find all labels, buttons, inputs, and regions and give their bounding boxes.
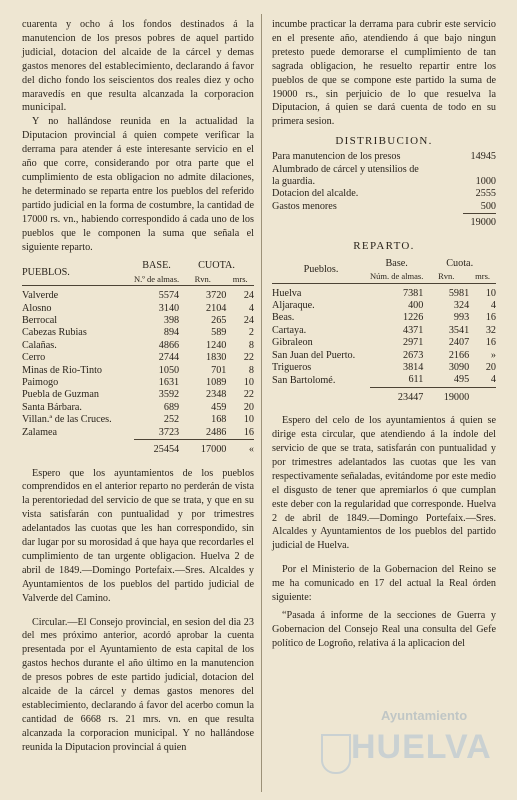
distribucion-label: Alumbrado de cárcel y utensilios de <box>272 163 419 175</box>
cell-mrs: 4 <box>490 374 496 386</box>
cell-base: 1631 <box>158 377 180 389</box>
left-paragraph-3: Espero que los ayuntamientos de los pueblos comprendidos en el anterior reparto no perderán de vista la perentoriedad del servicio de que se trata, y que en su vista satisfarán con puntualidad y por trimestres adelantados las cuotas que les han correspondido, sin dar lugar por su morosidad á que haya que recordarles el cumplimiento de tan urgente obligacion. Huelva 2 de abril de 1849.—Domingo Portefaix.—Sres. Alcaldes y Ayuntamientos de los pueblos del partido judicial de Valverde del Camino. <box>22 467 254 604</box>
cell-base: 611 <box>408 374 424 386</box>
cell-base: 3723 <box>158 426 180 438</box>
distribucion-row <box>272 201 496 214</box>
distribucion-total: 19000 <box>463 214 496 230</box>
cell-rvn: 265 <box>211 315 227 327</box>
left-total-mrs: « <box>226 440 254 457</box>
rtable-sub-mrs: mrs. <box>475 271 491 282</box>
cell-mrs: 4 <box>490 299 496 311</box>
cell-rvn: 1830 <box>206 352 227 364</box>
cell-rvn: 701 <box>211 364 227 376</box>
table-row <box>22 303 254 315</box>
cell-mrs: 8 <box>248 364 254 376</box>
cell-base: 3140 <box>158 302 180 314</box>
right-paragraph-2: Espero del celo de los ayuntamientos á quien se dirige esta circular, que atendiendo á la índole del servicio de que se trata, satisfarán con puntualidad y por trimestres adelantados las cuotas que les van respectivamente señaladas, evitándome por este medio el disgusto de tener que apremiarlos ó que cumplan este deber con la regularidad que corresponde. Huelva 2 de abril de 1849.—Domingo Portefaix.—Sres. Alcaldes y Ayuntamientos de los pueblos del partido judicial de Huelva. <box>272 415 496 552</box>
cell-base: 2971 <box>402 337 424 349</box>
right-paragraph-1: incumbe practicar la derrama para cubrir este servicio en el presente año, atendiendo á que bajo ningun pretesto puede demorarse el cumplimiento de tan sagrada obligacion, he resuelto repartir entre los pueblos de que se compone este partido la suma de 19000 rs., sin perjuicio de lo que resuelva la Diputacion, á quien se dará cuenta de todo en su primera sesion. <box>272 19 496 128</box>
rtable-head-cuota: Cuota. <box>446 257 474 269</box>
table-row <box>22 290 254 302</box>
cell-mrs: » <box>490 349 496 361</box>
table-row <box>272 337 496 349</box>
cell-pueblo: Puebla de Guzman <box>22 389 99 401</box>
cell-base: 1226 <box>402 312 424 324</box>
left-total-rvn: 17000 <box>179 440 226 457</box>
cell-rvn: 2486 <box>206 426 227 438</box>
shield-icon <box>321 734 351 774</box>
cell-rvn: 5981 <box>448 287 470 299</box>
cell-mrs: 16 <box>485 312 496 324</box>
cell-rvn: 3720 <box>206 290 227 302</box>
cell-rvn: 993 <box>453 312 470 324</box>
distribucion-row <box>272 176 496 188</box>
cell-pueblo: Berrocal <box>22 315 58 327</box>
cell-pueblo: Valverde <box>22 290 59 302</box>
distribucion-heading: DISTRIBUCION. <box>335 135 433 148</box>
table-row <box>272 312 496 324</box>
table-head-cuota: CUOTA. <box>198 260 235 272</box>
left-paragraph-2: Y no hallándose reunida en la actualidad la Diputacion provincial á quien compete verificar la derrama para atender á este interesante servicio en el año que corre, considerando por otra parte que el cumplimiento de esta obligacion no admite dilaciones, he determinado se reparta entre los pueblos del referido partido judicial en la forma de costumbre, la cantidad de 17000 rs. vn., habiendo correspondido á cada uno de los pueblos que le componen la suma que señala el siguiente reparto. <box>22 116 254 253</box>
cell-pueblo: San Bartolomé. <box>272 374 336 386</box>
cell-base: 1050 <box>158 364 180 376</box>
cell-pueblo: Huelva <box>272 287 302 299</box>
left-paragraph-4: Circular.—El Consejo provincial, en sesion del dia 23 del mes próximo anterior, acordó aprobar la cuenta presentada por el Ayuntamiento de esta capital de los gastos hechos durante el año último en la manutencion de presos pobres de este partido judicial, dotacion del alcaide de la cárcel y demas gastos menores del establecimiento, declarando á favor del acerbo comun la cantidad de 6668 rs. 21 mrs. vn. en que resulta alcanzada la corporacion municipal. Y no hallándose reunida la Diputacion provincial á quien <box>22 616 254 753</box>
table-sub-mrs: mrs. <box>232 273 248 284</box>
distribucion-label: Dotacion del alcalde. <box>272 188 359 200</box>
distribucion-row <box>272 151 496 163</box>
cell-rvn: 3541 <box>448 324 470 336</box>
right-total-base: 23447 <box>370 387 423 404</box>
cell-mrs: 10 <box>243 414 254 426</box>
cell-base: 689 <box>163 401 180 413</box>
cell-rvn: 2348 <box>206 389 227 401</box>
cell-mrs: 10 <box>243 377 254 389</box>
cell-base: 252 <box>163 414 180 426</box>
table-row <box>22 365 254 377</box>
huelva-watermark <box>317 704 497 784</box>
table-row <box>22 377 254 389</box>
cell-mrs: 10 <box>485 287 496 299</box>
right-paragraph-4: “Pasada á informe de la secciones de Guerra y Gobernacion del Consejo Real una consulta del Gefe político de Logroño, relativa á la aplicacion del <box>272 609 496 649</box>
cell-pueblo: Calañas. <box>22 339 57 351</box>
cell-rvn: 2104 <box>206 302 227 314</box>
cell-pueblo: Alosno <box>22 302 52 314</box>
cell-base: 2673 <box>402 349 424 361</box>
cell-mrs: 22 <box>243 352 254 364</box>
cell-rvn: 168 <box>211 414 227 426</box>
table-row <box>22 340 254 352</box>
cell-base: 3592 <box>158 389 180 401</box>
cell-mrs: 16 <box>243 426 254 438</box>
table-row <box>22 327 254 339</box>
left-column <box>22 18 254 755</box>
rtable-head-base: Base. <box>385 257 408 269</box>
column-divider <box>261 14 262 792</box>
table-sub-rvn: Rvn. <box>194 273 211 284</box>
table-row <box>22 427 254 440</box>
distribucion-row <box>272 188 496 200</box>
table-head-base: BASE. <box>142 260 171 272</box>
cell-pueblo: Paimogo <box>22 377 59 389</box>
cell-pueblo: Cartaya. <box>272 324 307 336</box>
table-row <box>22 414 254 426</box>
cell-rvn: 1240 <box>206 339 227 351</box>
distribucion-row <box>272 164 496 176</box>
table-head-pueblos: PUEBLOS. <box>22 266 70 278</box>
table-row <box>272 362 496 374</box>
rtable-head-pueblos: Pueblos. <box>303 263 339 275</box>
cell-pueblo: Santa Bárbara. <box>22 401 82 413</box>
cell-rvn: 459 <box>211 401 227 413</box>
left-total-base: 25454 <box>134 440 179 457</box>
distribucion-value: 14945 <box>470 151 496 163</box>
valverde-reparto-table <box>22 260 254 456</box>
table-row <box>272 300 496 312</box>
huelva-reparto-table <box>272 258 496 404</box>
cell-base: 400 <box>408 299 424 311</box>
cell-rvn: 324 <box>453 299 470 311</box>
distribucion-value: 1000 <box>475 176 496 188</box>
table-row <box>22 352 254 364</box>
table-row <box>272 325 496 337</box>
table-row <box>22 315 254 327</box>
cell-base: 894 <box>163 327 180 339</box>
watermark-ayuntamiento: Ayuntamiento <box>381 708 468 723</box>
cell-pueblo: Aljaraque. <box>272 299 315 311</box>
table-row <box>22 389 254 401</box>
cell-pueblo: Gibraleon <box>272 337 313 349</box>
table-row <box>272 374 496 387</box>
distribucion-value <box>463 164 496 176</box>
cell-base: 5574 <box>158 290 180 302</box>
rtable-sub-base: Núm. de almas. <box>370 271 424 282</box>
cell-base: 4371 <box>402 324 424 336</box>
cell-pueblo: Trigueros <box>272 361 312 373</box>
cell-mrs: 2 <box>248 327 254 339</box>
right-column <box>272 18 496 651</box>
distribucion-value: 2555 <box>475 188 496 200</box>
cell-pueblo: Zalamea <box>22 426 58 438</box>
reparto-heading: REPARTO. <box>353 239 415 252</box>
cell-pueblo: Beas. <box>272 312 295 324</box>
cell-mrs: 16 <box>485 337 496 349</box>
cell-rvn: 3090 <box>448 361 470 373</box>
cell-rvn: 2407 <box>448 337 470 349</box>
rtable-sub-rvn: Rvn. <box>438 271 455 282</box>
distribucion-value: 500 <box>480 200 496 212</box>
cell-pueblo: Villan.ª de las Cruces. <box>22 414 112 426</box>
cell-pueblo: Cabezas Rubias <box>22 327 87 339</box>
left-paragraph-1: cuarenta y ocho á los fondos destinados á la manutencion de los presos pobres de aquel partido judicial, dotacion del alcaide de la cárcel y demas gastos menores del establecimiento, declarando á favor del dicho fondo los seiscientos dos reales diez y ocho maravedís en que resulta alcanzada la corporacion municipal. <box>22 19 254 114</box>
cell-base: 7381 <box>402 287 424 299</box>
cell-pueblo: San Juan del Puerto. <box>272 349 356 361</box>
distribucion-table <box>272 151 496 229</box>
cell-base: 2744 <box>158 352 180 364</box>
cell-base: 398 <box>163 315 180 327</box>
cell-mrs: 24 <box>243 315 254 327</box>
table-row <box>272 288 496 300</box>
cell-mrs: 20 <box>485 361 496 373</box>
cell-mrs: 32 <box>485 324 496 336</box>
cell-pueblo: Cerro <box>22 352 46 364</box>
right-total-mrs <box>469 387 496 404</box>
cell-mrs: 4 <box>248 302 254 314</box>
table-row <box>272 350 496 362</box>
distribucion-label: Gastos menores <box>272 201 337 213</box>
cell-mrs: 22 <box>243 389 254 401</box>
cell-base: 4866 <box>158 339 180 351</box>
cell-mrs: 24 <box>243 290 254 302</box>
distribucion-label: la guardia. <box>272 176 315 188</box>
right-paragraph-3: Por el Ministerio de la Gobernacion del Reino se me ha comunicado en 17 del actual la Real órden siguiente: <box>272 564 496 604</box>
cell-rvn: 2166 <box>448 349 470 361</box>
cell-pueblo: Minas de Rio-Tinto <box>22 364 103 376</box>
cell-mrs: 20 <box>243 401 254 413</box>
cell-rvn: 1089 <box>206 377 227 389</box>
table-sub-base: N.º de almas. <box>134 273 180 284</box>
watermark-huelva: HUELVA <box>351 728 492 766</box>
distribucion-label: Para manutencion de los presos <box>272 151 401 163</box>
cell-base: 3814 <box>402 361 424 373</box>
cell-rvn: 495 <box>453 374 470 386</box>
cell-rvn: 589 <box>211 327 227 339</box>
right-total-rvn: 19000 <box>423 387 469 404</box>
table-row <box>22 402 254 414</box>
cell-mrs: 8 <box>248 339 254 351</box>
